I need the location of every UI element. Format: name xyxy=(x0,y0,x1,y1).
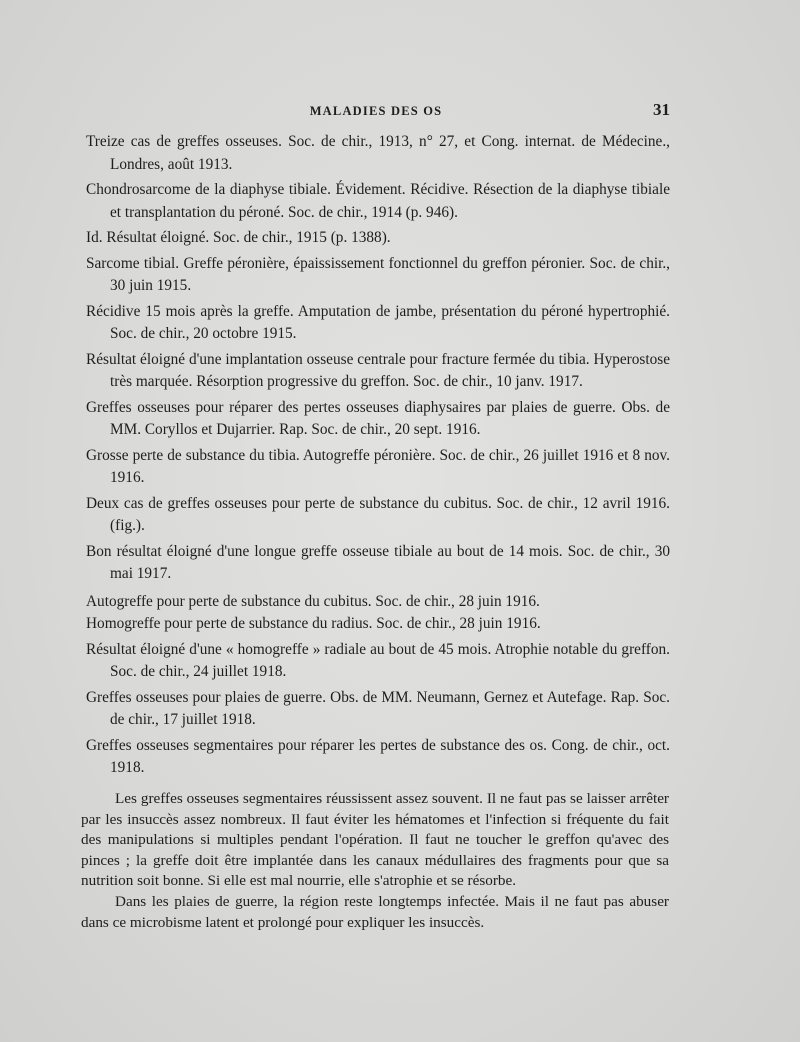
reference-item: Résultat éloigné d'une implantation osseuse centrale pour fracture fermée du tibia. Hyperostose très marquée. Résorption progressive du greffon. Soc. de chir., 10 janv. 1917. xyxy=(86,350,670,390)
reference-item: Greffes osseuses pour réparer des pertes osseuses diaphysaires par plaies de guerre. Obs. de MM. Coryllos et Dujarrier. Rap. Soc. de chir., 20 sept. 1916. xyxy=(86,398,670,438)
reference-list xyxy=(86,131,670,783)
reference-item: Chondrosarcome de la diaphyse tibiale. Évidement. Récidive. Résection de la diaphyse tibiale et transplantation du péroné. Soc. de chir., 1914 (p. 946). xyxy=(86,181,670,221)
page-number: 31 xyxy=(653,100,670,119)
reference-item: Homogreffe pour perte de substance du radius. Soc. de chir., 28 juin 1916. xyxy=(86,615,541,632)
body-paragraph: Les greffes osseuses segmentaires réussissent assez souvent. Il ne faut pas se laisser arrêter par les insuccès assez nombreux. Il faut éviter les hématomes et l'infection si fréquente du fait des manipulations si multiples pendant l'opération. Il faut ne toucher le greffon qu'avec des pinces ; la greffe doit être implantée dans les canaux médullaires des fragments pour que sa nutrition soit bonne. Si elle est mal nourrie, elle s'atrophie et se résorbe. xyxy=(81,790,669,890)
reference-item: Grosse perte de substance du tibia. Autogreffe péronière. Soc. de chir., 26 juillet 1916 et 8 nov. 1916. xyxy=(86,446,670,486)
reference-item: Greffes osseuses pour plaies de guerre. Obs. de MM. Neumann, Gernez et Autefage. Rap. Soc. de chir., 17 juillet 1918. xyxy=(86,688,670,728)
page-header xyxy=(82,100,670,122)
reference-item: Greffes osseuses segmentaires pour réparer les pertes de substance des os. Cong. de chir., oct. 1918. xyxy=(86,736,670,776)
running-head: MALADIES DES OS xyxy=(309,104,443,118)
reference-item: Bon résultat éloigné d'une longue greffe osseuse tibiale au bout de 14 mois. Soc. de chir., 30 mai 1917. xyxy=(86,542,670,582)
reference-item: Résultat éloigné d'une « homogreffe » radiale au bout de 45 mois. Atrophie notable du greffon. Soc. de chir., 24 juillet 1918. xyxy=(86,640,670,680)
body-text xyxy=(81,789,669,933)
reference-item: Treize cas de greffes osseuses. Soc. de chir., 1913, n° 27, et Cong. internat. de Médecine., Londres, août 1913. xyxy=(86,133,670,173)
reference-item: Sarcome tibial. Greffe péronière, épaississement fonctionnel du greffon péronier. Soc. de chir., 30 juin 1915. xyxy=(86,254,670,294)
reference-item: Id. Résultat éloigné. Soc. de chir., 1915 (p. 1388). xyxy=(86,229,391,246)
body-paragraph: Dans les plaies de guerre, la région reste longtemps infectée. Mais il ne faut pas abuser dans ce microbisme latent et prolongé pour expliquer les insuccès. xyxy=(81,892,669,931)
reference-item: Deux cas de greffes osseuses pour perte de substance du cubitus. Soc. de chir., 12 avril 1916. (fig.). xyxy=(86,494,670,534)
reference-item: Autogreffe pour perte de substance du cubitus. Soc. de chir., 28 juin 1916. xyxy=(86,592,540,610)
reference-item: Récidive 15 mois après la greffe. Amputation de jambe, présentation du péroné hypertrophié. Soc. de chir., 20 octobre 1915. xyxy=(86,302,670,342)
